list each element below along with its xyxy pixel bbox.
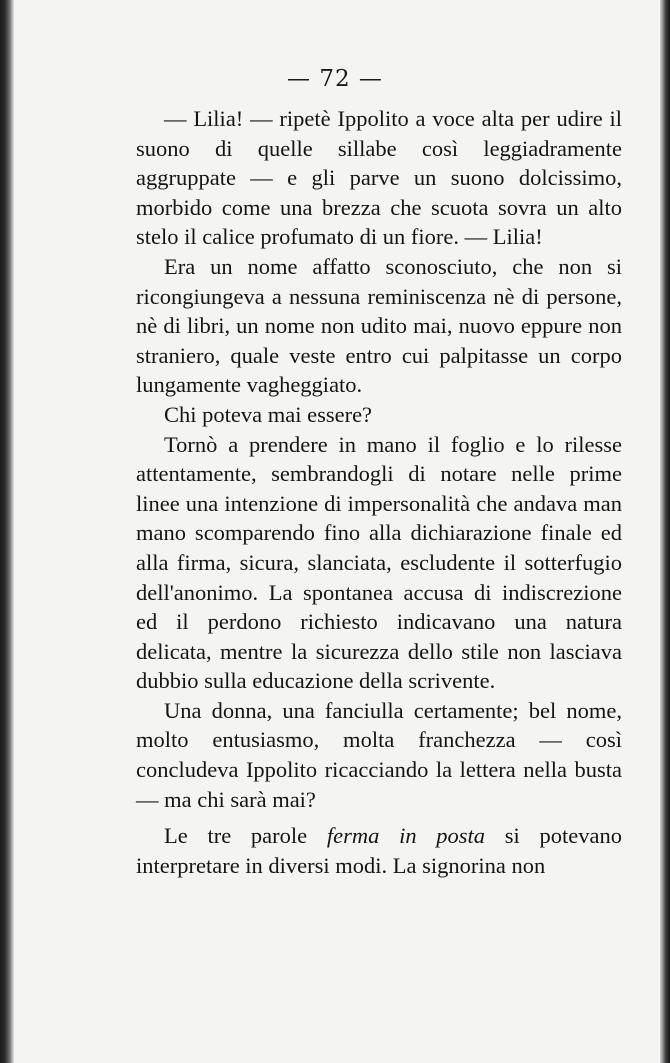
paragraph-5: Una donna, una fanciulla certamente; bel nome, molto entusiasmo, molta franchezza — così concludeva Ippolito ricacciando la lettera nella busta — ma chi sarà mai? [136,697,622,812]
paragraph-6-italic: ferma in posta [326,823,486,849]
paragraph-2: Era un nome affatto sconosciuto, che non si ricongiungeva a nessuna reminiscenza nè di persone, nè di libri, un nome non udito mai, nuovo eppure non straniero, quale veste entro cui palpitasse un corpo lungamente vagheggiato. [136,253,622,398]
page-number: — 72 — [287,66,383,92]
paragraph-4: Tornò a prendere in mano il foglio e lo rilesse attentamente, sembrandogli di notare nelle prime linee una intenzione di impersonalità che andava man mano scomparendo fino alla dichiarazione finale ed alla firma, sicura, slanciata, escludente il sotterfugio dell'anonimo. La spontanea accusa di indiscrezione ed il perdono richiesto indicavano una natura delicata, mentre la sicurezza dello stile non lasciava dubbio sulla educazione della scrivente. [136,431,622,694]
paragraph-1: — Lilia! — ripetè Ippolito a voce alta per udire il suono di quelle sillabe così leggiadramente aggruppate — e gli parve un suono dolcissimo, morbido come una brezza che scuota sovra un alto stelo il calice profumato di un fiore. — Lilia! [136,106,622,250]
paragraph-6 [136,821,622,880]
page-edge-shadow [660,0,670,1063]
paragraph-3: Chi poteva mai essere? [164,401,373,427]
body-text [136,104,622,880]
page-binding-shadow [0,0,14,1063]
paragraph-6-before: Le tre parole [164,823,327,849]
paragraph-6-after: si potevano interpretare in diversi modi. La signorina non [136,823,622,878]
